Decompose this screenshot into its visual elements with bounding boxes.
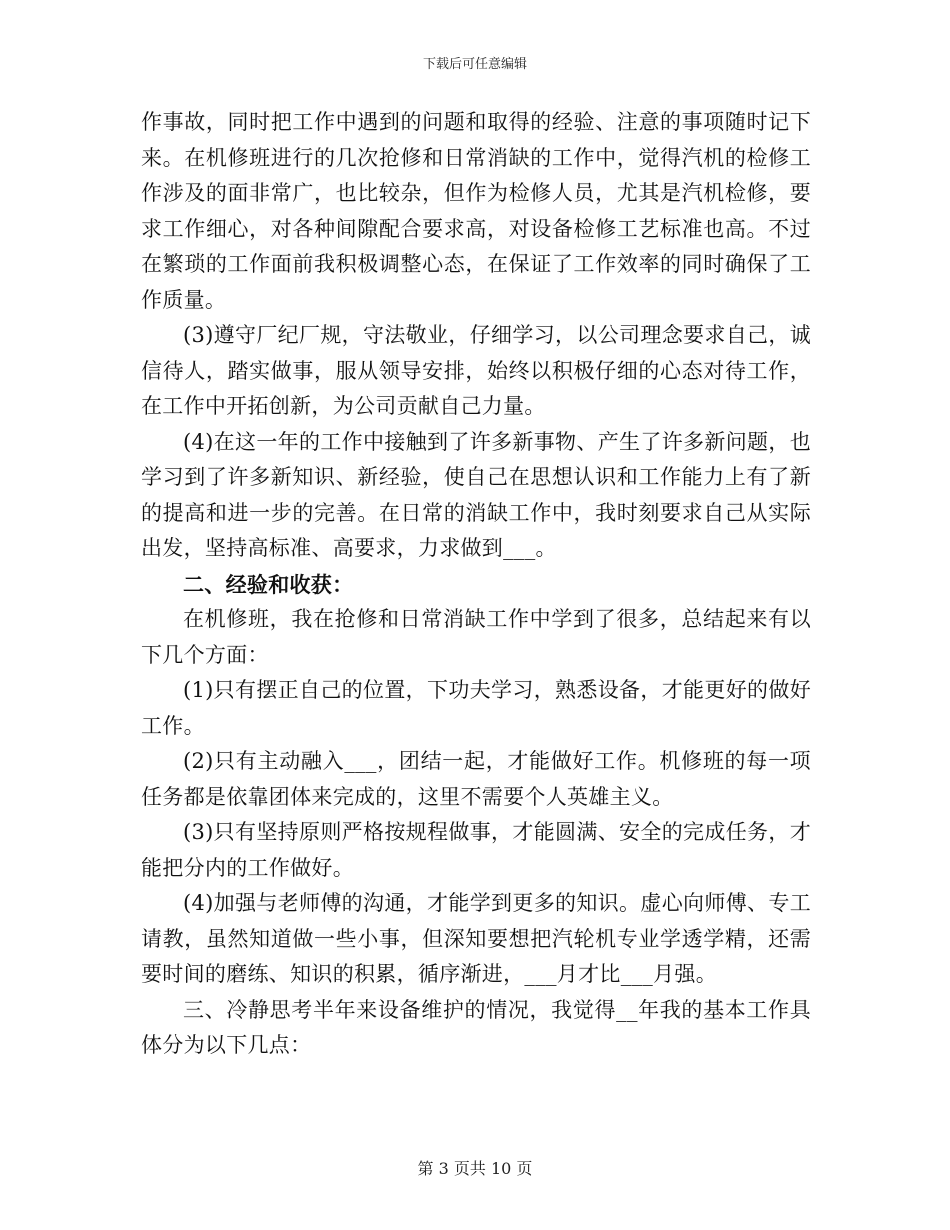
document-body — [141, 105, 811, 1064]
paragraph-5: (1)只有摆正自己的位置，下功夫学习，熟悉设备，才能更好的做好工作。 — [141, 678, 811, 738]
paragraph-4: 在机修班，我在抢修和日常消缺工作中学到了很多，总结起来有以下几个方面： — [141, 607, 811, 667]
paragraph-1: 作事故，同时把工作中遇到的问题和取得的经验、注意的事项随时记下来。在机修班进行的几次抢修和日常消缺的工作中，觉得汽机的检修工作涉及的面非常广，也比较杂，但作为检修人员，尤其是汽机检修，要求工作细心，对各种间隙配合要求高，对设备检修工艺标准也高。不过在繁琐的工作面前我积极调整心态，在保证了工作效率的同时确保了工作质量。 — [141, 110, 811, 312]
section-heading-experience: 二、经验和收获： — [183, 571, 354, 597]
paragraph-6: (2)只有主动融入___，团结一起，才能做好工作。机修班的每一项任务都是依靠团体来完成的，这里不需要个人英雄主义。 — [141, 749, 811, 809]
paragraph-2: (3)遵守厂纪厂规，守法敬业，仔细学习，以公司理念要求自己，诚信待人，踏实做事，服从领导安排，始终以积极仔细的心态对待工作，在工作中开拓创新，为公司贡献自己力量。 — [141, 323, 811, 418]
paragraph-9: 三、冷静思考半年来设备维护的情况，我觉得__年我的基本工作具体分为以下几点： — [141, 997, 811, 1057]
paragraph-7: (3)只有坚持原则严格按规程做事，才能圆满、安全的完成任务，才能把分内的工作做好。 — [141, 820, 811, 880]
paragraph-3: (4)在这一年的工作中接触到了许多新事物、产生了许多新问题，也学习到了许多新知识、新经验，使自己在思想认识和工作能力上有了新的提高和进一步的完善。在日常的消缺工作中，我时刻要求自己从实际出发，坚持高标准、高要求，力求做到___。 — [141, 429, 811, 560]
page-header: 下载后可任意编辑 — [422, 57, 527, 72]
page-footer: 第 3 页共 10 页 — [417, 1159, 533, 1178]
paragraph-8: (4)加强与老师傅的沟通，才能学到更多的知识。虚心向师傅、专工请教，虽然知道做一些小事，但深知要想把汽轮机专业学透学精，还需要时间的磨练、知识的积累，循序渐进，___月才比___月强。 — [141, 891, 811, 986]
